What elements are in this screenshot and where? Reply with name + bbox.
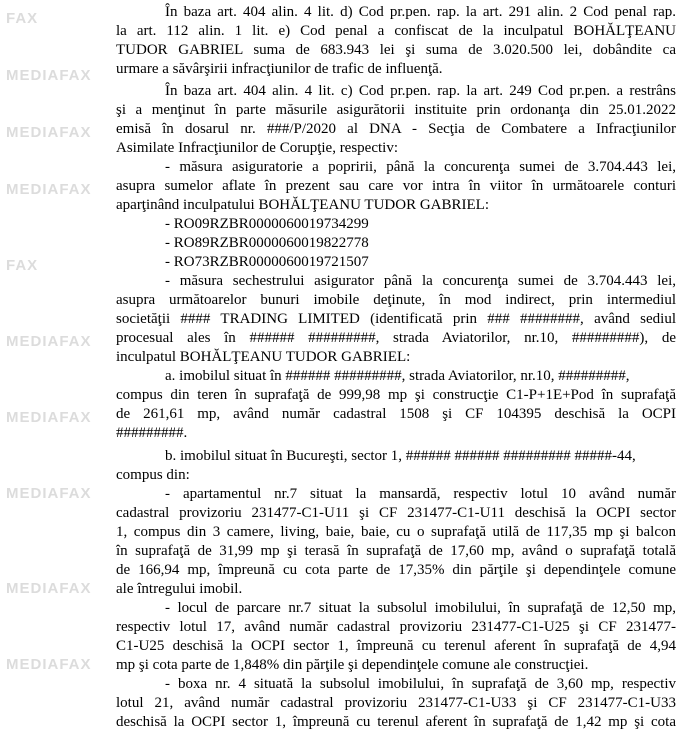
text-line: În baza art. 404 alin. 4 lit. c) Cod pr.pen. rap. la art. 249 Cod pr.pen. a restrâns bbox=[165, 83, 676, 99]
text-line: compus din: bbox=[116, 467, 190, 483]
watermark: MEDIAFAX bbox=[6, 656, 92, 673]
text-line: deschisă la OCPI sector 1, împreună cu terenul aferent în suprafaţă de 1,42 mp şi cota bbox=[116, 714, 676, 730]
watermark: MEDIAFAX bbox=[6, 580, 92, 597]
text-line: a. imobilul situat în ###### #########, strada Aviatorilor, nr.10, #########, bbox=[165, 368, 630, 384]
text-line: - locul de parcare nr.7 situat la subsolul imobilului, în suprafaţă de 12,50 mp, bbox=[165, 600, 676, 616]
text-line: - măsura sechestrului asigurator până la concurenţa sumei de 3.704.443 lei, bbox=[165, 273, 676, 289]
watermark: MEDIAFAX bbox=[6, 333, 92, 350]
text-line: compus din teren în suprafaţă de 999,98 mp şi construcţie C1-P+1E+Pod în suprafaţă bbox=[116, 387, 676, 403]
text-line: În baza art. 404 alin. 4 lit. d) Cod pr.pen. rap. la art. 291 alin. 2 Cod penal rap. bbox=[165, 4, 676, 20]
text-line: la art. 112 alin. 1 lit. e) Cod penal a confiscat de la inculpatul BOHĂLŢEANU bbox=[116, 23, 676, 39]
text-line: urmare a săvârşirii infracţiunilor de trafic de influenţă. bbox=[116, 61, 443, 77]
text-line: societăţii #### TRADING LIMITED (identificată prin ### ########, având sediul bbox=[116, 311, 676, 327]
text-line: - RO89RZBR0000060019822778 bbox=[165, 235, 369, 251]
text-line: #########. bbox=[116, 425, 188, 441]
watermark: MEDIAFAX bbox=[6, 485, 92, 502]
text-line: asupra următoarelor bunuri imobile deţinute, în mod indirect, prin intermediul bbox=[116, 292, 676, 308]
text-line: TUDOR GABRIEL suma de 683.943 lei şi suma de 3.020.500 lei, dobândite ca bbox=[116, 42, 676, 58]
text-line: C1-U25 deschisă la OCPI sector 1, împreună cu terenul aferent în suprafaţă de 4,94 bbox=[116, 638, 676, 654]
text-line: în suprafaţă de 31,99 mp şi terasă în suprafaţă de 17,60 mp, având o suprafaţă totală bbox=[116, 543, 676, 559]
watermark: FAX bbox=[6, 257, 39, 274]
text-line: asupra sumelor aflate în prezent sau care vor intra în viitor în următoarele conturi bbox=[116, 178, 676, 194]
text-line: şi a menţinut în parte măsurile asigurătorii instituite prin ordonanţa din 25.01.2022 bbox=[116, 102, 676, 118]
text-line: - măsura asiguratorie a popririi, până la concurenţa sumei de 3.704.443 lei, bbox=[165, 159, 676, 175]
text-line: procesual ales în ###### #########, strada Aviatorilor, nr.10, #########), de bbox=[116, 330, 676, 346]
text-line: - RO09RZBR0000060019734299 bbox=[165, 216, 369, 232]
text-line: respectiv lotul 17, având număr cadastral provizoriu 231477-C1-U25 şi CF 231477- bbox=[116, 619, 676, 635]
text-line: lotul 21, având număr cadastral provizoriu 231477-C1-U33 şi CF 231477-C1-U33 bbox=[116, 695, 676, 711]
text-line: de 166,94 mp, împreună cu cota parte de 17,35% din părţile şi dependinţele comune bbox=[116, 562, 676, 578]
text-line: de 261,61 mp, având număr cadastral 1508 şi CF 104395 deschisă la OCPI bbox=[116, 406, 676, 422]
watermark: MEDIAFAX bbox=[6, 409, 92, 426]
text-line: 1, compus din 3 camere, living, baie, baie, cu o suprafaţă utilă de 117,35 mp şi balcon bbox=[116, 524, 676, 540]
text-line: - apartamentul nr.7 situat la mansardă, respectiv lotul 10 având număr bbox=[165, 486, 676, 502]
watermark: FAX bbox=[6, 10, 39, 27]
text-line: cadastral provizoriu 231477-C1-U11 şi CF 231477-C1-U11 deschisă la OCPI sector bbox=[116, 505, 676, 521]
text-line: emisă în dosarul nr. ###/P/2020 al DNA - Secţia de Combatere a Infracţiunilor bbox=[116, 121, 676, 137]
text-line: - boxa nr. 4 situată la subsolul imobilului, în suprafaţă de 3,60 mp, respectiv bbox=[165, 676, 676, 692]
text-line: Asimilate Infracţiunilor de Corupţie, respectiv: bbox=[116, 140, 398, 156]
text-line: b. imobilul situat în Bucureşti, sector 1, ###### ###### ######### #####-44, bbox=[165, 448, 636, 464]
watermark: MEDIAFAX bbox=[6, 181, 92, 198]
text-line: aparţinând inculpatului BOHĂLŢEANU TUDOR GABRIEL: bbox=[116, 197, 490, 213]
text-line: mp şi cota parte de 1,848% din părţile şi dependinţele comune ale construcţiei. bbox=[116, 657, 589, 673]
watermark: MEDIAFAX bbox=[6, 67, 92, 84]
watermark: MEDIAFAX bbox=[6, 124, 92, 141]
text-line: ale întregului imobil. bbox=[116, 581, 243, 597]
text-line: inculpatul BOHĂLŢEANU TUDOR GABRIEL: bbox=[116, 349, 411, 365]
text-line: - RO73RZBR0000060019721507 bbox=[165, 254, 369, 270]
